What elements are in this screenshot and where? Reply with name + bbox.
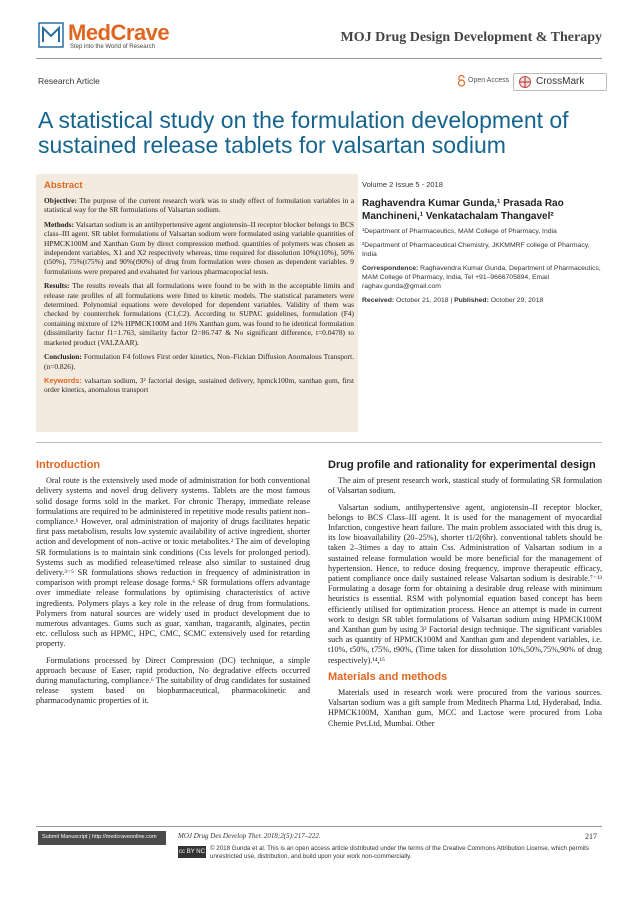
intro-paragraph-1: Oral route is the extensively used mode of administration for both conventional delivery systems and novel drug delivery systems. Tablets are the most famous solid dosage forms sold in the market. For chronic Therapy, immediate release formulations are required to be administered in repetitive mode results patient non–compliance.¹ However, oral administration of majority of drugs facilitates hepatic first pass metabolism, results low systemic availability of active ingredient, shorter action and development of non–active or toxic metabolites.² The aim of developing SR formulations is to maintain sink conditions (Css levels for prolonged period). Systems such as modified release/timed release also similar to sustained drug delivery.³⁻⁵ SR formulations shows reduction in frequency of administration in comparison with prompt release dosage forms.⁶ SR formulations offers advantage over immediate release formulations by optimising characteristics of active ingredients. Polymers plays a key role in the release of drug from formulations. Polymers from natural sources are widely used in product development due to numerous advantages. Gums such as guar, xanthan, tragacanth, alginates, pectin etc. celluloss such as HPMC, HPC, CMC, SCMC extensively used for retarding property. bbox=[36, 476, 310, 649]
intro-paragraph-2: Formulations processed by Direct Compression (DC) technique, a simple approach because of Easer, rapid production, No degradative effects occurred during manufacturing, compliance.⁶ The suitability of drug candidates for sustained release system based on biopharmaceutical, pharmacokinetic and pharmacodynamic properties of it. bbox=[36, 655, 310, 706]
crossmark-button[interactable] bbox=[513, 73, 607, 91]
methods-heading: Materials and methods bbox=[328, 670, 448, 683]
journal-name: MOJ Drug Design Development & Therapy bbox=[340, 30, 602, 45]
page-number: 217 bbox=[585, 832, 597, 841]
brand-name[interactable]: MedCrave bbox=[68, 20, 170, 45]
medcrave-logo-icon bbox=[38, 22, 64, 48]
abstract-methods: Methods: Valsartan sodium is an antihypertensive agent angiotensin–II receptor blocker belongs to BCS class–III agent. SR tablet formulations of Valsartan sodium were formulated using variable quantities of HPMCK100M and Xanthan Gum by direct compression method. quantities of polymers was chosen as independent variables, X1 and X2 respectively whereas, time required for dissolution 10%(t10%), 50%(t50%), 75%(t75%) and 90%(t90%) of drug from formulation were chosen as dependent variables. 9 formulations were prepared and evaluated for various pharmacopocial tests. bbox=[44, 219, 354, 276]
section-divider bbox=[36, 442, 602, 443]
crossmark-icon bbox=[518, 76, 532, 88]
correspondence: Correspondence: Raghavendra Kumar Gunda, Department of Pharmaceutics, MAM College of Pharmacy, India, Tel +91–9666705894, Email raghav.gunda@gmail.com bbox=[362, 265, 601, 290]
header-divider bbox=[36, 58, 602, 59]
article-title: A statistical study on the formulation development of sustained release tablets for valsartan sodium bbox=[38, 107, 569, 158]
author-list: Raghavendra Kumar Gunda,¹ Prasada Rao Manchineni,¹ Venkatachalam Thangavel² bbox=[362, 198, 564, 222]
abstract-results: Results: The results reveals that all formulations were found to be with in the acceptable limits and release rate profiles of all formulations were fitted to kinetic models. The statistical parameters were determined. Polynomial equations were developed for dependent variables. Validity of them was checked by counterchek formulations (C1,C2). According to SUPAC guidelines, formulation (F4) containing mixture of 12% HPMCK100M and 16% Xanthan gum, was found to be identical formulation (dissimilarity factor f1=1.763, similarity factor f2=86.747 & No significant difference, t=0.0478) to marketed product (VALZAAR). bbox=[44, 281, 354, 347]
brand-tagline: Step into the World of Research bbox=[70, 44, 155, 50]
right-column bbox=[328, 460, 602, 735]
intro-heading: Introduction bbox=[36, 459, 101, 471]
affiliation-1: ¹Department of Pharmaceutics, MAM College of Pharmacy, India bbox=[362, 228, 557, 235]
cc-license-icon[interactable]: cc BY NC bbox=[178, 846, 206, 858]
left-column bbox=[36, 460, 310, 713]
citation: MOJ Drug Des Develop Ther. 2018;2(5):217–222. bbox=[178, 832, 321, 840]
drug-profile-paragraph-2: Valsartan sodium, antihypertensive agent, angiotensin–II receptor blocker, belongs to BCS Class–III agent. It is used for the management of myocardial Infarction, congestive heart failure. The main problem associated with this drug is, its low bioavailability (20–25%), shorter t1/2(6hr). conventional tablets should be taken 2–3times a day to attain Css. Administration of Valsartan sodium in a sustained release formulation would be more beneficial for the management of hypertension. Hence, to reduce dosing frequency, improve therapeutic efficacy, patient compliance once daily sustained release Valsartan sodium is desirable.⁷⁻¹³ Formulating a dosage form for obtaining a desirable drug release with minimum heuristics is essential. RSM with polynomial equation based concept has been efficiently utilised for optimization process. Hence an attempt is made in current work to design SR tablet formulations of Valsartan sodium using HPMCK100M and Xanthan gum by using 3² Factorial design technique. The significant variables such as quantity of HPMCK100M and Xanthan gum and dependent variables, i.e. t10%, t50%, t75%, t90%, (Time taken for dissolution 10%,50%,75%,90% of drug respectively).¹⁴,¹⁵ bbox=[328, 502, 602, 665]
affiliation-2: ²Department of Pharmaceutical Chemistry, JKKMMRF college of Pharmacy, India bbox=[362, 242, 590, 258]
submit-manuscript-link[interactable]: Submit Manuscript | http://medcraveonline.com bbox=[38, 831, 166, 845]
abstract-conclusion: Conclusion: Formulation F4 follows First order kinetics, Non–Fickian Diffusion Anomalous Transport. (n=0.826). bbox=[44, 352, 354, 371]
dates: Received: October 21, 2018 | Published: October 29, 2018 bbox=[362, 297, 544, 304]
crossmark-label: CrossMark bbox=[536, 76, 585, 87]
drug-profile-paragraph-1: The aim of present research work, stastical study of formulating SR formulation of Valsartan sodium. bbox=[328, 476, 602, 496]
abstract-body bbox=[44, 196, 354, 400]
license-text: © 2018 Gunda et al. This is an open access article distributed under the terms of the Creative Commons Attribution License, which permits unrestricted use, distribution, and build upon your work non-commercially. bbox=[210, 845, 589, 861]
abstract-keywords: Keywords: valsartan sodium, 3² factorial design, sustained delivery, hpmck100m, xanthan gum, first order kinetics, anomalous transport bbox=[44, 375, 354, 395]
open-access-icon bbox=[457, 75, 466, 87]
article-type: Research Article bbox=[38, 76, 100, 86]
volume-issue: Volume 2 Issue 5 - 2018 bbox=[362, 180, 443, 189]
open-access-label: Open Access bbox=[468, 77, 510, 84]
abstract-objective: Objective: The purpose of the current research work was to study effect of formulation variables in a statistical way for the SR formulations of Valsartan sodium. bbox=[44, 196, 354, 215]
article-info bbox=[362, 180, 602, 310]
drug-profile-heading: Drug profile and rationality for experimental design bbox=[328, 459, 596, 471]
methods-paragraph-1: Materials used in research work were procured from the various sources. Valsartan sodium was a gift sample from Meditech Pharma Ltd, Hyderabad, India. HPMCK100M, Xanthan gum, MCC and Lactose were procured from Loba Chemie Pvt.Ltd, Mumbai. Other bbox=[328, 688, 602, 728]
abstract-heading: Abstract bbox=[44, 180, 83, 191]
footer-divider bbox=[36, 826, 602, 827]
